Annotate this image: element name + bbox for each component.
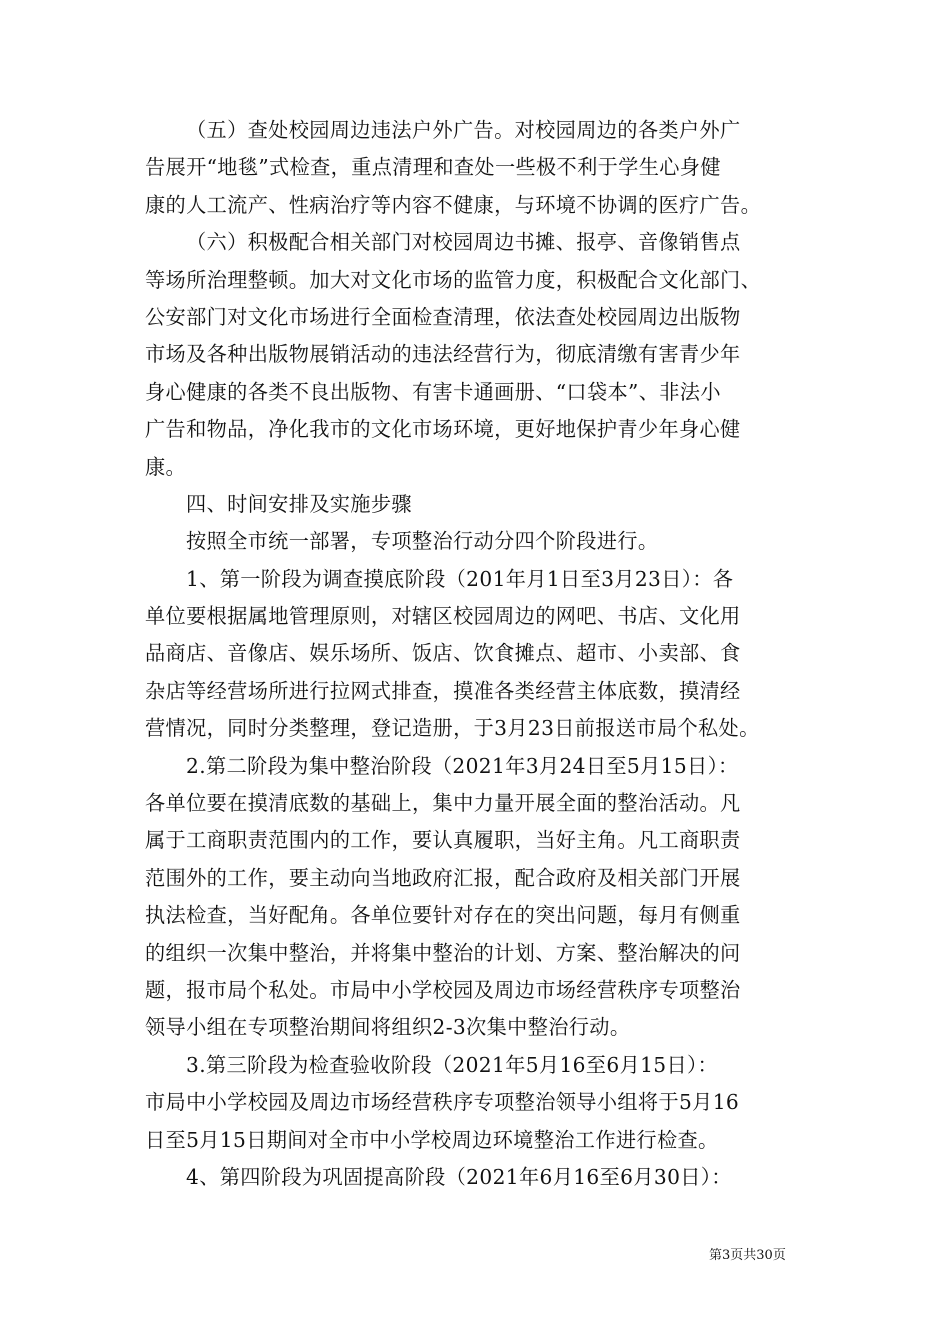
text-line: 公安部门对文化市场进行全面检查清理，依法查处校园周边出版物 — [145, 304, 741, 329]
text-line: 1、第一阶段为调查摸底阶段（201年月1日至3月23日）：各 — [186, 566, 734, 591]
text-line: （六）积极配合相关部门对校园周边书摊、报亭、音像销售点 — [186, 230, 741, 255]
text-line: 3.第三阶段为检查验收阶段（2021年5月16至6月15日）： — [186, 1052, 719, 1077]
text-line: 题，报市局个私处。市局中小学校园及周边市场经营秩序专项整治 — [145, 977, 741, 1002]
text-line: （五）查处校园周边违法户外广告。对校园周边的各类户外广 — [186, 118, 741, 142]
text-line: 各单位要在摸清底数的基础上，集中力量开展全面的整治活动。凡 — [145, 791, 741, 816]
text-line: 4、第四阶段为巩固提高阶段（2021年6月16至6月30日）： — [186, 1164, 732, 1189]
text-line: 营情况，同时分类整理，登记造册，于3月23日前报送市局个私处。 — [145, 716, 760, 741]
page-number: 第3页共30页 — [709, 1248, 786, 1263]
text-line: 日至5月15日期间对全市中小学校周边环境整治工作进行检查。 — [145, 1127, 719, 1152]
text-line: 康。 — [145, 454, 187, 479]
text-line: 市局中小学校园及周边市场经营秩序专项整治领导小组将于5月16 — [145, 1090, 740, 1115]
text-line: 市场及各种出版物展销活动的违法经营行为，彻底清缴有害青少年 — [145, 342, 741, 367]
text-line: 四、时间安排及实施步骤 — [186, 491, 412, 516]
text-line: 执法检查，当好配角。各单位要针对存在的突出问题，每月有侧重 — [145, 903, 741, 928]
text-line: 广告和物品，净化我市的文化市场环境，更好地保护青少年身心健 — [145, 417, 741, 442]
text-line: 告展开“地毯”式检查，重点清理和查处一些极不利于学生心身健 — [145, 155, 721, 180]
text-line: 范围外的工作，要主动向当地政府汇报，配合政府及相关部门开展 — [145, 865, 741, 890]
text-line: 按照全市统一部署，专项整治行动分四个阶段进行。 — [186, 529, 659, 554]
text-line: 的组织一次集中整治，并将集中整治的计划、方案、整治解决的问 — [145, 940, 741, 965]
document-body — [145, 112, 825, 1196]
text-line: 等场所治理整顿。加大对文化市场的监管力度，积极配合文化部门、 — [145, 267, 762, 292]
text-line: 2.第二阶段为集中整治阶段（2021年3月24日至5月15日）： — [186, 753, 739, 778]
text-line: 属于工商职责范围内的工作，要认真履职，当好主角。凡工商职责 — [145, 828, 741, 853]
text-line: 身心健康的各类不良出版物、有害卡通画册、“口袋本”、非法小 — [145, 379, 721, 404]
text-line: 康的人工流产、性病治疗等内容不健康，与环境不协调的医疗广告。 — [145, 192, 762, 217]
text-line: 杂店等经营场所进行拉网式排查，摸准各类经营主体底数，摸清经 — [145, 678, 741, 703]
text-line: 领导小组在专项整治期间将组织2-3次集中整治行动。 — [145, 1015, 631, 1040]
text-line: 品商店、音像店、娱乐场所、饭店、饮食摊点、超市、小卖部、食 — [145, 641, 741, 666]
text-line: 单位要根据属地管理原则，对辖区校园周边的网吧、书店、文化用 — [145, 604, 741, 629]
